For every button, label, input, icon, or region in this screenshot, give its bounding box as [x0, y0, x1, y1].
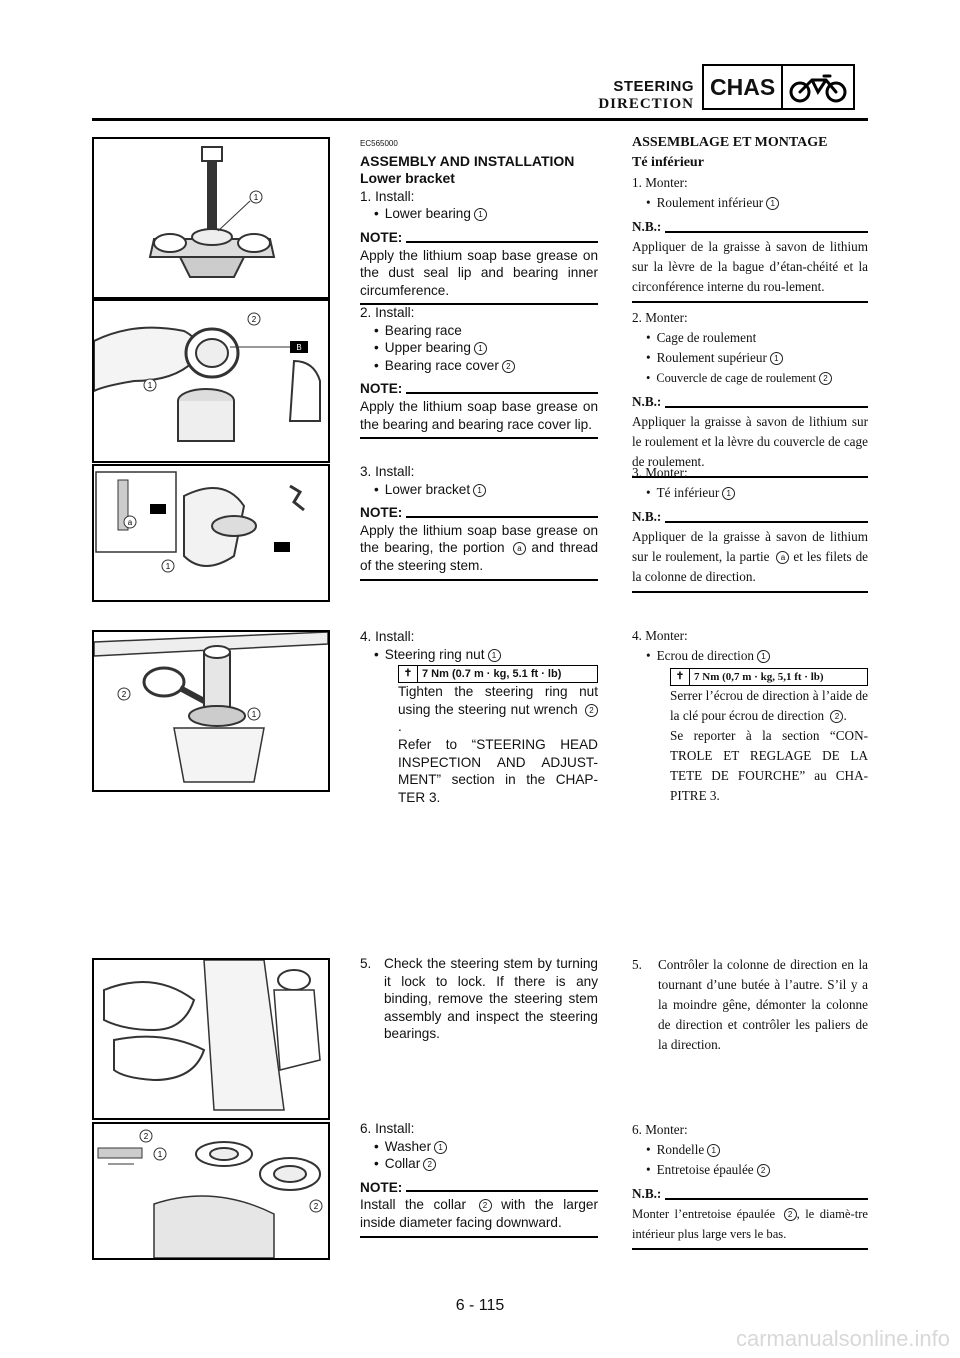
step-4-item-fr: • Ecrou de direction 1	[632, 646, 868, 666]
step-4-text: Tighten the steering ring nut using the steering nut wrench 2.	[398, 684, 598, 735]
header-rule	[92, 118, 868, 121]
english-step-4	[360, 628, 598, 806]
step-6-item: • Collar 2	[360, 1155, 598, 1173]
callout-1: 1	[147, 381, 153, 390]
step-4-text-fr: Serrer l’écrou de direction à l’aide de la clé pour écrou de direction 2 .	[670, 688, 868, 723]
torque-wrench-icon: ✝	[399, 666, 418, 682]
figure-lower-bearing	[92, 137, 330, 299]
step-1-item: • Lower bearing 1	[360, 205, 598, 223]
step-6-label-fr: 6. Monter:	[632, 1122, 688, 1137]
note-header-fr: N.B.:	[632, 1184, 868, 1204]
step-2-item: • Upper bearing 1	[360, 339, 598, 357]
step-1-label: 1. Install:	[360, 188, 415, 204]
note-header: NOTE:	[360, 1179, 598, 1197]
torque-wrench-icon: ✝	[671, 669, 690, 685]
torque-spec: ✝ 7 Nm (0.7 m · kg, 5.1 ft · lb)	[398, 665, 598, 683]
section-subheading-en: Lower bracket	[360, 170, 455, 187]
callout-1: 1	[253, 193, 259, 202]
header-title-en: STEERING	[613, 78, 694, 95]
section-subheading-fr: Té inférieur	[632, 155, 704, 170]
step-2-note: Apply the lithium soap base grease on the bearing and bearing race cover lip.	[360, 398, 598, 432]
note-end-rule	[360, 579, 598, 581]
step-3-label: 3. Install:	[360, 464, 415, 479]
callout-1: 1	[165, 562, 171, 571]
step-6-note: Install the collar 2 with the larger inside diameter facing downward.	[360, 1197, 598, 1230]
section-badge	[702, 64, 855, 110]
step-2-item-fr: • Roulement supérieur 1	[632, 348, 868, 368]
callout-2: 2	[313, 1202, 319, 1211]
callout-2: 2	[143, 1132, 149, 1141]
step-4-reference-fr: Se reporter à la section “CON-TROLE ET REGLAGE DE LA TETE DE FOURCHE” au CHA-PITRE 3.	[670, 728, 868, 803]
callout-2: 2	[121, 690, 127, 699]
step-1-note-fr: Appliquer de la graisse à savon de lithium sur la lèvre de la bague d’étan-chéité et la circonférence interne du rou-lement.	[632, 239, 868, 294]
step-1-item-fr: • Roulement inférieur 1	[632, 193, 868, 213]
figure-check-steering-stem	[92, 958, 330, 1120]
step-3-label-fr: 3. Monter:	[632, 465, 688, 480]
french-step-4	[632, 626, 868, 806]
french-step-6	[632, 1120, 868, 1250]
step-4-reference: Refer to “STEERING HEAD INSPECTION AND ADJUST-MENT” section in the CHAP-TER 3.	[398, 736, 598, 805]
step-4-item: • Steering ring nut 1	[360, 646, 598, 664]
step-2-label-fr: 2. Monter:	[632, 310, 688, 325]
watermark: carmanualsonline.info	[735, 1326, 950, 1351]
figure-washer-collar	[92, 1122, 330, 1260]
step-2-note-fr: Appliquer la graisse à savon de lithium sur le roulement et la lèvre du couvercle de cage de roulement.	[632, 414, 868, 469]
step-6-item-fr: • Entretoise épaulée 2	[632, 1160, 868, 1180]
french-step-2	[632, 308, 868, 478]
english-step-2	[360, 304, 598, 439]
page-number: 6 - 115	[455, 1297, 505, 1314]
step-5-label: 5.	[360, 956, 372, 971]
section-code-en: EC565000	[360, 139, 398, 148]
note-header-fr: N.B.:	[632, 507, 868, 527]
header-title-fr: DIRECTION	[598, 96, 694, 112]
note-header-fr: N.B.:	[632, 217, 868, 237]
motorcycle-icon	[783, 66, 853, 108]
english-column	[360, 135, 598, 305]
note-header: NOTE:	[360, 380, 598, 398]
step-6-item-fr: • Rondelle 1	[632, 1140, 868, 1160]
french-column	[632, 133, 868, 303]
step-2-item-fr: • Couvercle de cage de roulement 2	[632, 368, 868, 388]
step-3-note: Apply the lithium soap base grease on the bearing, the portion a and thread of the steering stem.	[360, 522, 599, 573]
section-code: CHAS	[704, 66, 783, 108]
note-end-rule	[632, 591, 868, 593]
torque-spec-fr: ✝ 7 Nm (0,7 m · kg, 5,1 ft · lb)	[670, 668, 868, 686]
note-header: NOTE:	[360, 504, 598, 522]
french-step-3	[632, 463, 868, 593]
figure-lower-bracket	[92, 464, 330, 602]
section-heading-fr: ASSEMBLAGE ET MONTAGE	[632, 135, 828, 150]
step-5-text: Check the steering stem by turning it lock to lock. If there is any binding, remove the steering stem assembly and inspect the steering bearings.	[384, 956, 598, 1042]
english-step-3	[360, 463, 598, 581]
callout-a: a	[127, 518, 133, 527]
note-end-rule	[360, 1236, 598, 1238]
step-6-item: • Washer 1	[360, 1138, 598, 1156]
step-3-item-fr: • Té inférieur 1	[632, 483, 868, 503]
figure-steering-ring-nut	[92, 630, 330, 792]
step-2-item: • Bearing race cover 2	[360, 357, 598, 375]
callout-2: 2	[251, 315, 257, 324]
step-5-text-fr: Contrôler la colonne de direction en la tournant d’une butée à l’autre. S’il y a la moindre gêne, démonter la colonne de direction et contrôler les paliers de la direction.	[658, 957, 868, 1052]
french-step-5	[632, 955, 868, 1055]
note-end-rule	[360, 437, 598, 439]
step-5-label-fr: 5.	[632, 957, 642, 972]
step-6-note-fr: Monter l’entretoise épaulée 2 , le diamè-tre intérieur plus large vers le bas.	[632, 1207, 868, 1241]
step-3-note-fr: Appliquer de la graisse à savon de lithium sur le roulement, la partie a et les filets de la colonne de direction.	[632, 529, 869, 584]
note-header-fr: N.B.:	[632, 392, 868, 412]
step-4-label: 4. Install:	[360, 629, 415, 644]
note-end-rule	[632, 1248, 868, 1250]
note-header: NOTE:	[360, 229, 598, 247]
step-1-note: Apply the lithium soap base grease on the dust seal lip and bearing inner circumference.	[360, 247, 598, 298]
step-2-item-fr: • Cage de roulement	[632, 328, 868, 348]
figure-bearing-race	[92, 299, 330, 463]
step-4-label-fr: 4. Monter:	[632, 628, 688, 643]
step-2-label: 2. Install:	[360, 305, 415, 320]
step-2-item: • Bearing race	[360, 322, 598, 340]
callout-1: 1	[157, 1150, 163, 1159]
grease-mark: B	[296, 343, 302, 352]
step-1-label-fr: 1. Monter:	[632, 175, 688, 190]
step-3-item: • Lower bracket 1	[360, 481, 598, 499]
note-end-rule	[632, 301, 868, 303]
step-6-label: 6. Install:	[360, 1121, 415, 1136]
callout-1: 1	[251, 710, 257, 719]
english-step-6	[360, 1120, 598, 1238]
section-heading-en: ASSEMBLY AND INSTALLATION	[360, 152, 575, 169]
english-step-5	[360, 955, 598, 1043]
